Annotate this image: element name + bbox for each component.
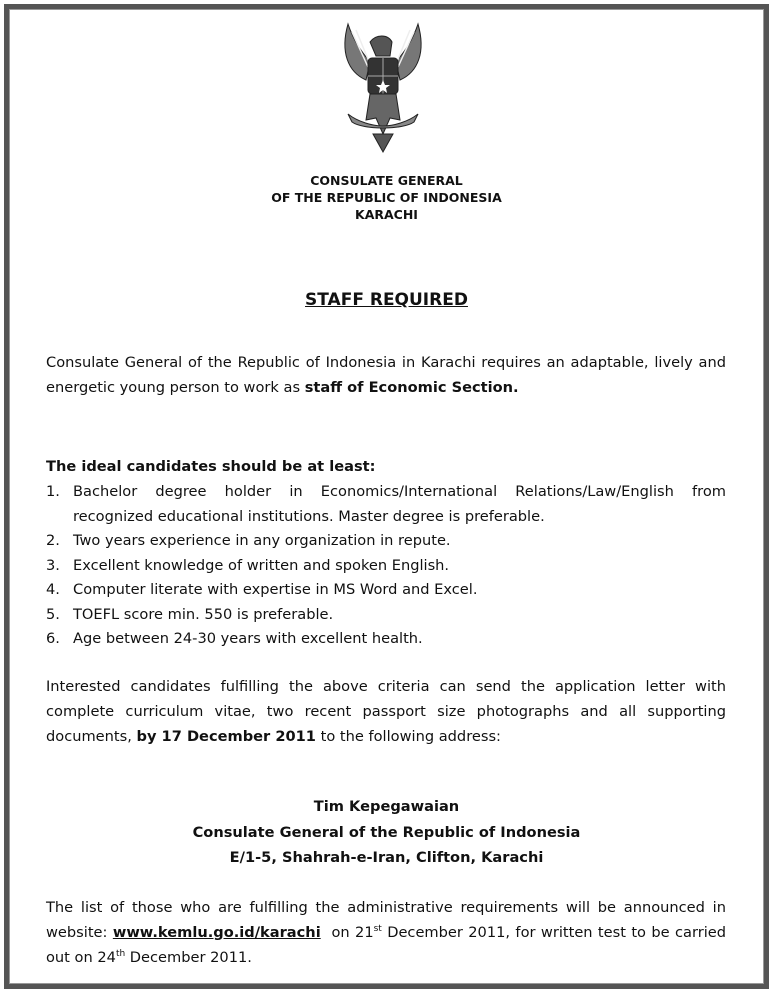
requirement-number: 2. bbox=[46, 532, 60, 549]
requirement-text: Computer literate with expertise in MS Word and Excel. bbox=[73, 581, 478, 598]
requirement-number: 3. bbox=[46, 556, 60, 574]
application-text-1: Interested candidates fulfilling the above criteria can send the application letter with complete curriculum vitae, two recent passport size photographs and all supporting documents, bbox=[46, 678, 726, 745]
requirement-text: TOEFL score min. 550 is preferable. bbox=[73, 605, 334, 623]
intro-paragraph bbox=[46, 350, 726, 400]
closing-text-4: December 2011. bbox=[125, 949, 252, 966]
requirement-item bbox=[46, 480, 726, 529]
closing-sup-2: th bbox=[115, 949, 126, 960]
application-paragraph bbox=[46, 674, 726, 749]
requirement-item bbox=[46, 529, 726, 554]
deadline: by 17 December 2011 bbox=[136, 728, 316, 745]
requirement-number: 4. bbox=[46, 581, 60, 598]
consulate-header bbox=[0, 172, 773, 223]
garuda-emblem-icon bbox=[318, 22, 448, 154]
header-line-3: KARACHI bbox=[355, 207, 418, 222]
requirement-number: 6. bbox=[46, 630, 60, 647]
address-line-3: E/1-5, Shahrah-e-Iran, Clifton, Karachi bbox=[229, 849, 544, 866]
requirement-item bbox=[46, 554, 726, 579]
address-block bbox=[0, 794, 773, 871]
requirement-number: 5. bbox=[46, 605, 60, 623]
closing-paragraph bbox=[46, 895, 726, 970]
intro-bold: staff of Economic Section. bbox=[304, 379, 519, 396]
closing-text-3: December 2011, for written test to be carried out on 24 bbox=[46, 924, 726, 966]
requirement-number: 1. bbox=[46, 483, 60, 500]
requirement-text: Excellent knowledge of written and spoken English. bbox=[73, 556, 450, 574]
header-line-2: OF THE REPUBLIC OF INDONESIA bbox=[271, 190, 502, 205]
requirements-list bbox=[46, 480, 726, 652]
address-line-1: Tim Kepegawaian bbox=[313, 798, 460, 815]
requirement-text: Bachelor degree holder in Economics/International Relations/Law/English from recognized educational institutions. Master degree is preferable. bbox=[73, 483, 726, 525]
ad-title: STAFF REQUIRED bbox=[305, 290, 468, 310]
requirement-item bbox=[46, 627, 726, 652]
address-line-2: Consulate General of the Republic of Indonesia bbox=[192, 823, 581, 841]
requirement-item bbox=[46, 603, 726, 628]
application-text-2: to the following address: bbox=[315, 728, 501, 745]
header-line-1: CONSULATE GENERAL bbox=[310, 173, 463, 188]
closing-sup-1: st bbox=[373, 924, 382, 935]
closing-text-1: The list of those who are fulfilling the administrative requirements will be announced in website: bbox=[46, 899, 726, 941]
website-link[interactable]: www.kemlu.go.id/karachi bbox=[112, 924, 321, 941]
requirement-item bbox=[46, 578, 726, 603]
requirement-text: Age between 24-30 years with excellent health. bbox=[73, 630, 423, 647]
requirements-heading: The ideal candidates should be at least: bbox=[46, 458, 376, 475]
intro-text: Consulate General of the Republic of Indonesia in Karachi requires an adaptable, lively and energetic young person to work as bbox=[46, 354, 726, 396]
closing-text-2: on 21 bbox=[320, 924, 374, 941]
requirement-text: Two years experience in any organization in repute. bbox=[73, 532, 451, 549]
